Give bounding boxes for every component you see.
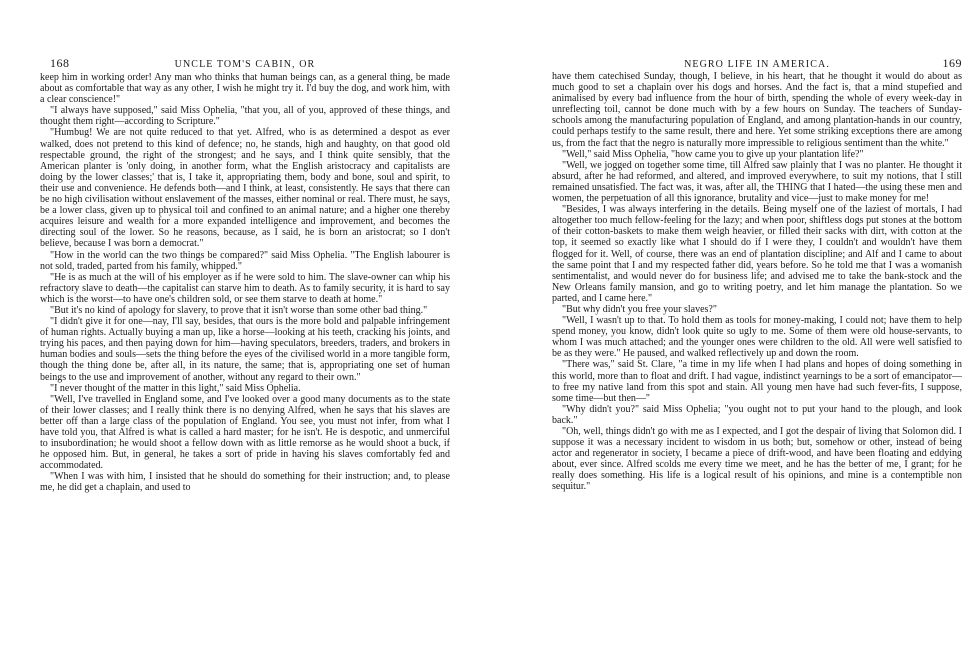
paragraph: "When I was with him, I insisted that he should do something for their instruction; and, to please me, he did get a chaplain, and used to: [40, 471, 450, 494]
paragraph: "Humbug! We are not quite reduced to that yet. Alfred, who is as determined a despot as ever walked, does not pretend to this kind of defence; no, he stands, high and haughty, on that good old respectable ground, the right of the strongest; and he says, and I think quite sensibly, that the American planter is 'only doing, in another form, what the English aristocracy and capitalists are doing by the lower classes;' that is, I take it, appropriating them, body and bone, soul and spirit, to their use and convenience. He defends both—and I think, at least, consistently. He says that there can be no high civilisation without enslavement of the masses, either nominal or real. There must, he says, be a lower class, given up to physical toil and confined to an animal nature; and a higher one thereby acquires leisure and wealth for a more expanded intelligence and improvement, and becomes the directing soul of the lower. So he reasons, because, as I said, he is born an aristocrat; so I don't believe, because I was born a democrat.": [40, 127, 450, 250]
left-page-header: [40, 58, 450, 72]
left-page-number: 168: [50, 56, 70, 70]
paragraph: "I didn't give it for one—nay, I'll say, besides, that ours is the more bold and palpable infringement of human rights. Actually buying a man up, like a horse—looking at his teeth, cracking his joints, and trying his paces, and then paying down for him—having speculators, breeders, traders, and brokers in human bodies and souls—sets the thing before the eyes of the civilised world in a more tangible form, though the thing done be, after all, in its nature, the same; that is, appropriating one set of human beings to the use and improvement of another, without any regard to their own.": [40, 316, 450, 383]
right-page-body: [552, 71, 962, 667]
left-page-body: [40, 72, 450, 667]
paragraph: "Besides, I was always interfering in the details. Being myself one of the laziest of mortals, I had altogether too much fellow-feeling for the lazy; and when poor, shiftless dogs put stones at the bottom of their cotton-baskets to make them weigh heavier, or filled their sacks with dirt, with cotton at the top, it seemed so exactly like what I should do if I were they, I couldn't and wouldn't have them flogged for it. Well, of course, there was an end of plantation discipline; and Alf and I came to about the same point that I and my respected father did, years before. So he told me that I was a womanish sentimentalist, and would never do for business life; and advised me to take the bank-stock and the New Orleans family mansion, and go to writing poetry, and let him manage the plantation. So we parted, and I came here.": [552, 204, 962, 304]
paragraph: "I never thought of the matter in this light," said Miss Ophelia.: [50, 382, 301, 394]
paragraph: "But why didn't you free your slaves?": [562, 303, 717, 315]
right-page-header: [552, 58, 962, 72]
paragraph: "Well, I've travelled in England some, and I've looked over a good many documents as to the state of their lower classes; and I really think there is no denying Alfred, when he says that his slaves are better off than a large class of the population of England. You see, you must not infer, from what I have told you, that Alfred is what is called a hard master; for he isn't. He is despotic, and unmerciful to insubordination; he would shoot a fellow down with as little remorse as he would shoot a buck, if he opposed him. But, in general, he takes a sort of pride in having his slaves comfortably fed and accommodated.: [40, 393, 450, 472]
paragraph: "He is as much at the will of his employer as if he were sold to him. The slave-owner can whip his refractory slave to death—the capitalist can starve him to death. As to family security, it is hard to say which is the worst—to have one's children sold, or see them starve to death at home.": [40, 271, 450, 305]
paragraph: "How in the world can the two things be compared?" said Miss Ophelia. "The English labourer is not sold, traded, parted from his family, whipped.": [40, 249, 450, 272]
paragraph: "Well, I wasn't up to that. To hold them as tools for money-making, I could not; have them to help spend money, you know, didn't look quite so ugly to me. Some of them were old house-servants, to whom I was much attached; and the younger ones were children to the old. All were well satisfied to be as they were." He paused, and walked reflectively up and down the room.: [552, 315, 962, 360]
paragraph: "Oh, well, things didn't go with me as I expected, and I got the despair of living that Solomon did. I suppose it was a necessary incident to wisdom in us both; but, somehow or other, instead of being actor and regenerator in society, I became a piece of drift-wood, and have been floating and eddying about, ever since. Alfred scolds me every time we meet, and he has the better of me, I grant; for he really does something. His life is a logical result of his opinions, and mine is a contemptible non sequitur.": [552, 426, 962, 493]
right-page: [552, 0, 962, 667]
paragraph: "But it's no kind of apology for slavery, to prove that it isn't worse than some other bad thing.": [50, 304, 428, 316]
left-running-title: UNCLE TOM'S CABIN, OR: [174, 59, 316, 70]
right-running-title: NEGRO LIFE IN AMERICA.: [684, 59, 830, 70]
paragraph: "I always have supposed," said Miss Ophelia, "that you, all of you, approved of these things, and thought them right—according to Scripture.": [40, 105, 450, 128]
right-page-number: 169: [942, 56, 962, 70]
paragraph: keep him in working order! Any man who thinks that human beings can, as a general thing, be made about as comfortable that way as any other, I wish he might try it. I'd buy the dog, and work him, with a clear conscience!": [40, 72, 450, 106]
left-page: [40, 0, 450, 667]
paragraph: "Well," said Miss Ophelia, "how came you to give up your plantation life?": [562, 148, 864, 160]
paragraph: "Well, we jogged on together some time, till Alfred saw plainly that I was no planter. He thought it absurd, after he had reformed, and altered, and improved everywhere, to suit my notions, that I still remained unsatisfied. The fact was, it was, after all, the THING that I hated—the using these men and women, the perpetuation of all this ignorance, brutality and vice—just to make money for me!: [552, 159, 962, 205]
paragraph: have them catechised Sunday, though, I believe, in his heart, that he thought it would do about as much good to set a chaplain over his dogs and horses. And the fact is, that a mind stupefied and animalised by every bad influence from the hour of birth, spending the whole of every week-day in unreflecting toil, cannot be done much with by a few hours on Sunday. The teachers of Sunday-schools among the manufacturing population of England, and among plantation-hands in our country, could perhaps testify to the same result, there and here. Yet some striking exceptions there are among us, from the fact that the negro is naturally more impressible to religious sentiment than the white.": [552, 71, 962, 149]
paragraph: "There was," said St. Clare, "a time in my life when I had plans and hopes of doing something in this world, more than to float and drift. I had vague, indistinct yearnings to be a sort of emancipator—to free my native land from this spot and stain. All young men have had such fever-fits, I suppose, some time—but then—": [552, 359, 962, 404]
paragraph: "Why didn't you?" said Miss Ophelia; "you ought not to put your hand to the plough, and look back.": [552, 403, 962, 426]
